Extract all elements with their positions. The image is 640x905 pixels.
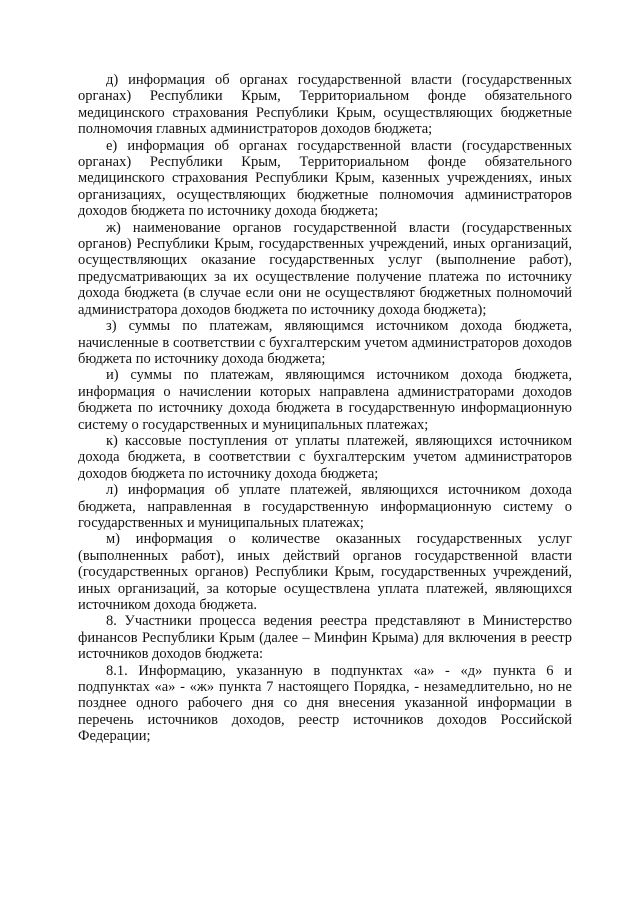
- paragraph-zh: ж) наименование органов государственной власти (государственных органов) Республики Крым, государственных учреждений, иных организаций, осуществляющих оказание государственных услуг (выполнение работ), предусматривающих за их осуществление получение платежа по источнику дохода бюджета (в случае если они не осуществляют бюджетных полномочий администратора доходов бюджета по источнику дохода бюджета);: [78, 219, 572, 318]
- paragraph-d: д) информация об органах государственной власти (государственных органах) Республики Крым, Территориальном фонде обязательного медицинского страхования Республики Крым, осуществляющих бюджетные полномочия главных администраторов доходов бюджета;: [78, 72, 572, 138]
- document-body: [78, 72, 572, 745]
- paragraph-8-1: 8.1. Информацию, указанную в подпунктах «а» - «д» пункта 6 и подпунктах «а» - «ж» пункта 7 настоящего Порядка, - незамедлительно, но не позднее одного рабочего дня со дня внесения указанной информации в перечень источников доходов, реестр источников доходов Российской Федерации;: [78, 662, 572, 745]
- paragraph-8: 8. Участники процесса ведения реестра представляют в Министерство финансов Республики Крым (далее – Минфин Крыма) для включения в реестр источников доходов бюджета:: [78, 613, 572, 663]
- paragraph-z: з) суммы по платежам, являющимся источником дохода бюджета, начисленные в соответствии с бухгалтерским учетом администраторов доходов бюджета по источнику дохода бюджета;: [78, 318, 572, 367]
- paragraph-l: л) информация об уплате платежей, являющихся источником дохода бюджета, направленная в государственную информационную систему о государственных и муниципальных платежах;: [78, 482, 572, 531]
- paragraph-e: е) информация об органах государственной власти (государственных органах) Республики Крым, Территориальном фонде обязательного медицинского страхования Республики Крым, казенных учреждениях, иных организациях, осуществляющих бюджетные полномочия администраторов доходов бюджета по источнику дохода бюджета;: [78, 137, 572, 220]
- paragraph-k: к) кассовые поступления от уплаты платежей, являющихся источником дохода бюджета, в соответствии с бухгалтерским учетом администраторов доходов бюджета по источнику дохода бюджета;: [78, 432, 572, 482]
- paragraph-i: и) суммы по платежам, являющимся источником дохода бюджета, информация о начислении которых направлена администраторами доходов бюджета по источнику дохода бюджета в государственную информационную систему о государственных и муниципальных платежах;: [78, 367, 572, 433]
- paragraph-m: м) информация о количестве оказанных государственных услуг (выполненных работ), иных действий органов государственной власти (государственных органов) Республики Крым, государственных учреждений, иных организаций, за которые осуществлена уплата платежей, являющихся источником дохода бюджета.: [78, 531, 572, 613]
